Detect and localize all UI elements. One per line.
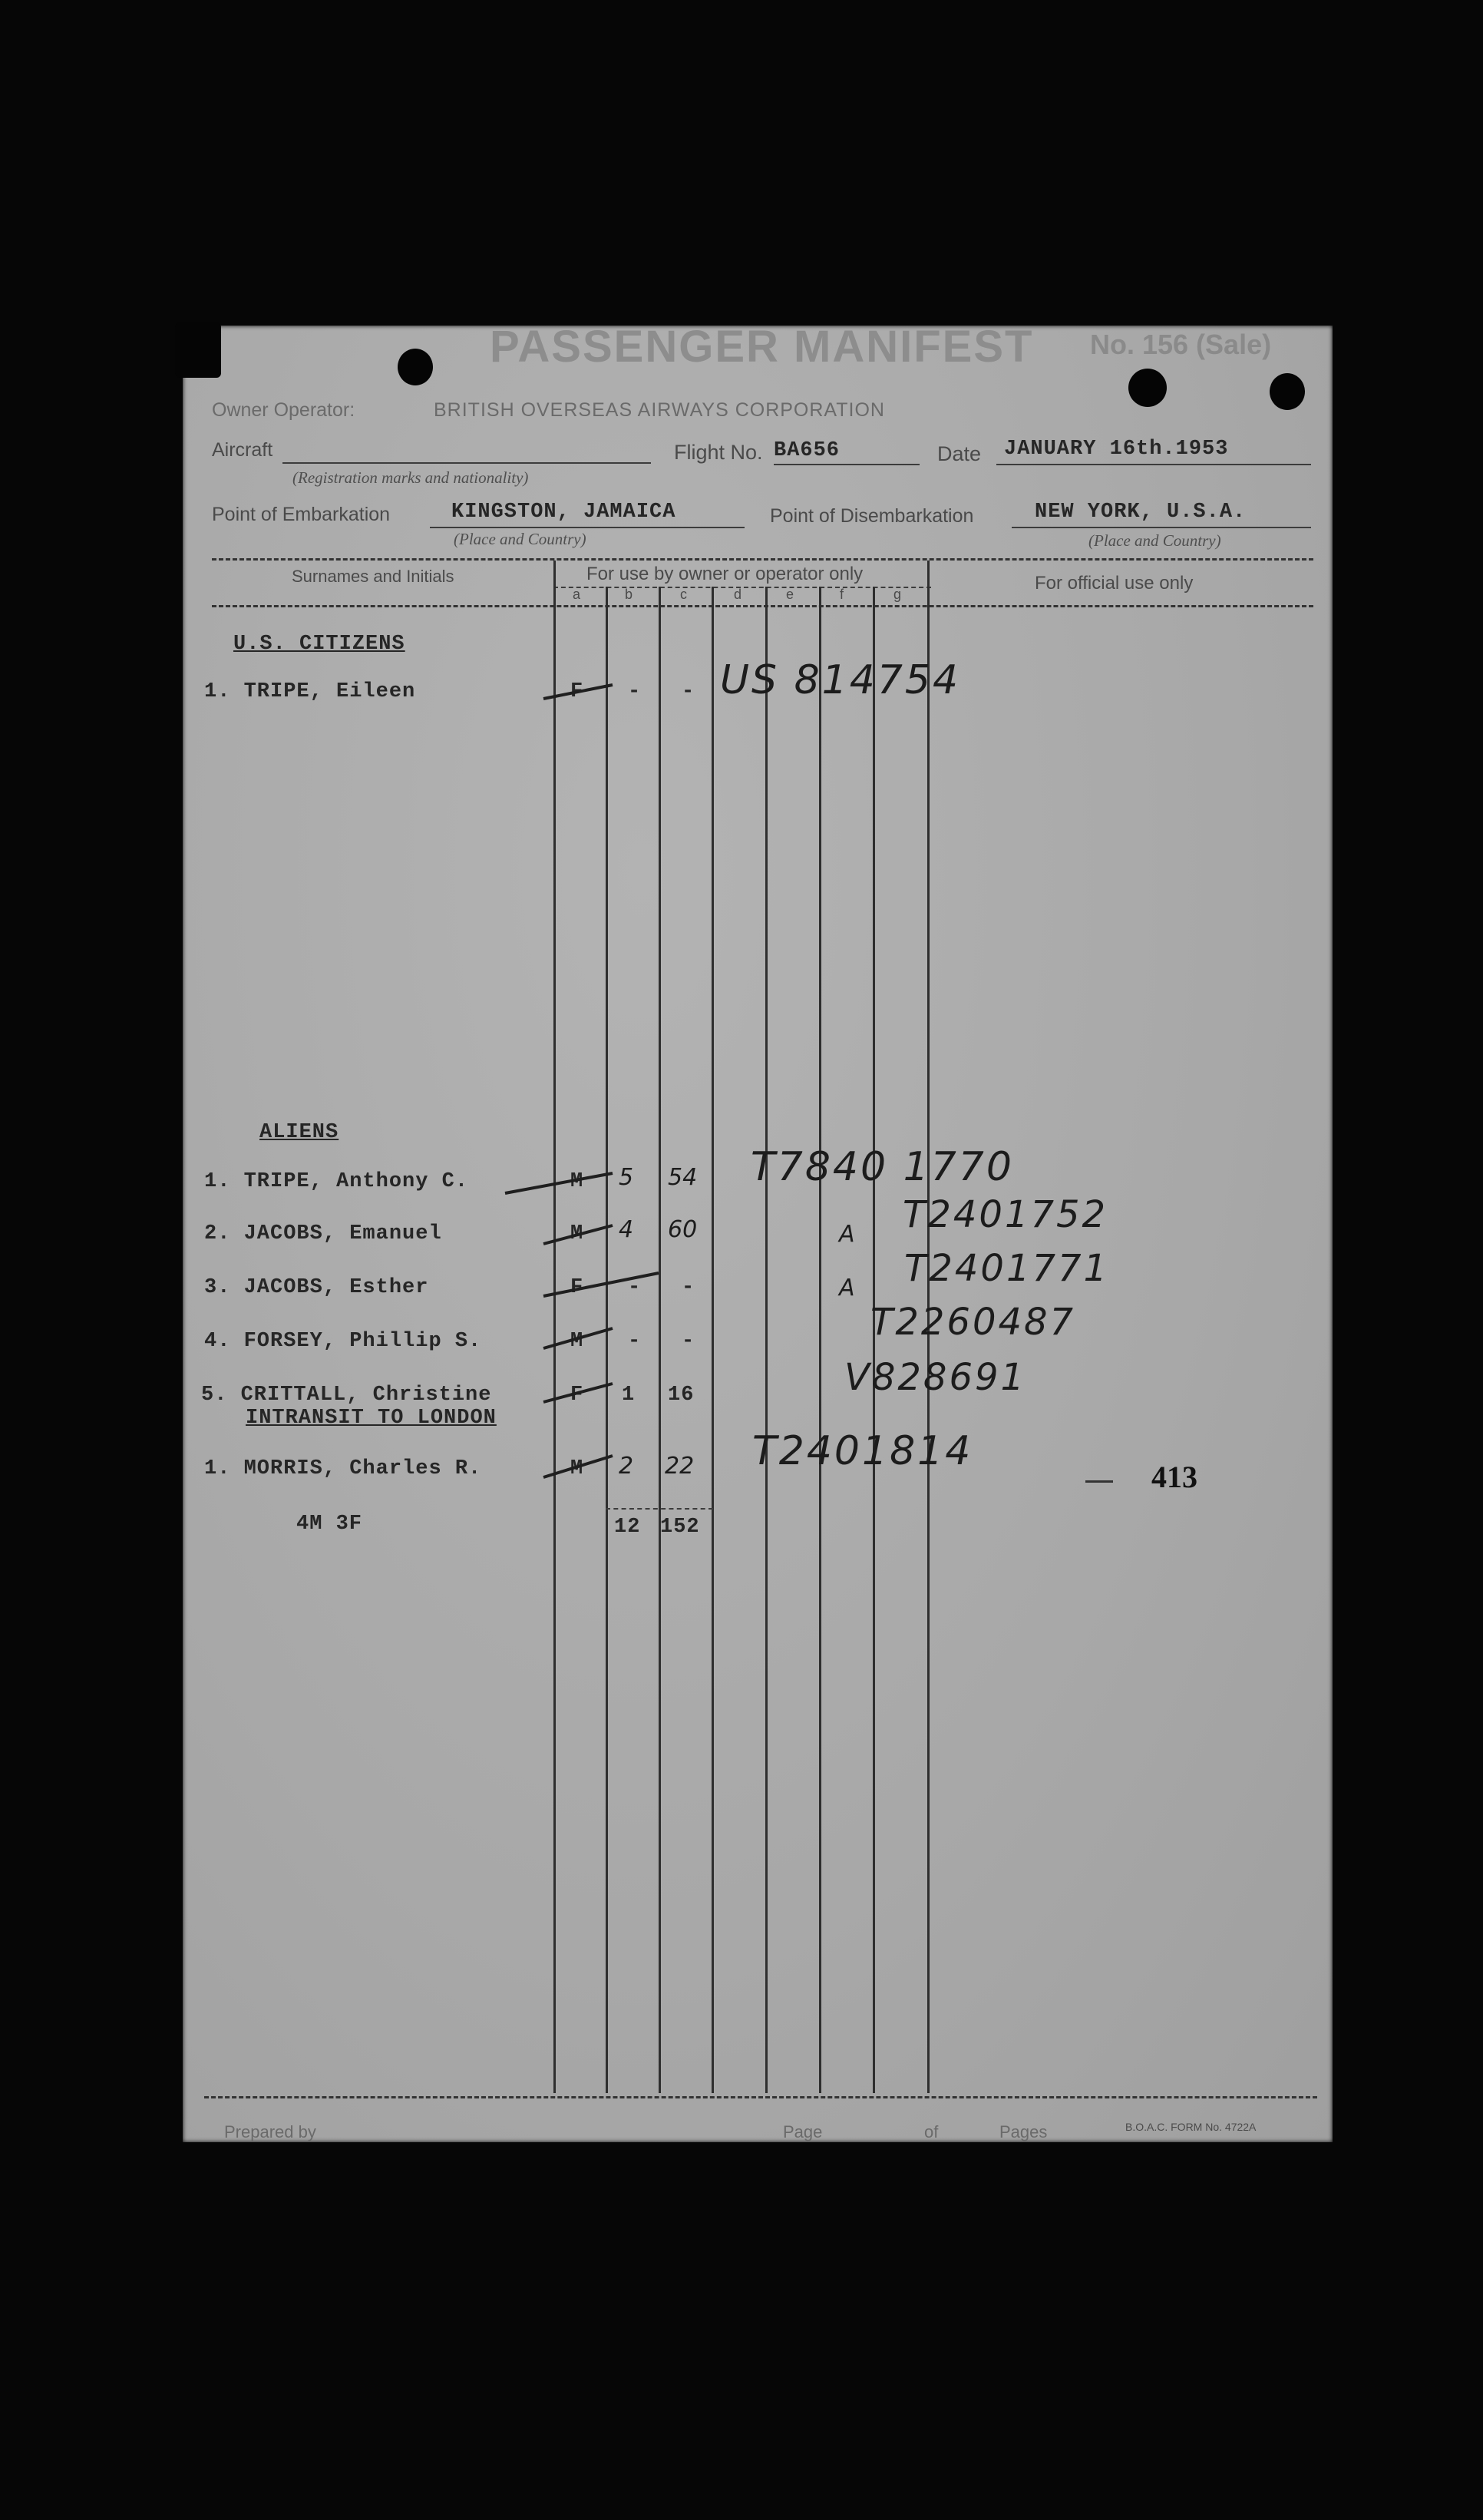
- passenger-b: -: [628, 1276, 642, 1299]
- passenger-name: 1. MORRIS, Charles R.: [204, 1457, 482, 1480]
- passport-number: T2401771: [904, 1247, 1110, 1290]
- passenger-b: -: [628, 680, 642, 703]
- strike-mark: [543, 685, 613, 699]
- passenger-sex: M: [570, 1457, 584, 1480]
- passenger-sex: M: [570, 1222, 584, 1245]
- passenger-b: 5: [619, 1164, 634, 1191]
- passport-number: T2401752: [903, 1193, 1108, 1236]
- passenger-c: 22: [665, 1453, 695, 1480]
- strike-mark: [543, 1328, 613, 1348]
- col-header-b: b: [625, 587, 633, 602]
- passenger-name: 1. TRIPE, Eileen: [204, 680, 416, 703]
- flight-value: BA656: [774, 439, 841, 462]
- passenger-name: 4. FORSEY, Phillip S.: [204, 1330, 482, 1353]
- passenger-sex: M: [570, 1330, 584, 1353]
- passenger-c: -: [682, 680, 695, 703]
- passport-number: V828691: [844, 1356, 1027, 1399]
- disembark-label: Point of Disembarkation: [770, 505, 974, 527]
- col-header-c: c: [680, 587, 687, 602]
- passenger-name: 2. JACOBS, Emanuel: [204, 1222, 442, 1245]
- strike-mark: [543, 1384, 613, 1402]
- col-header-e: e: [786, 587, 794, 602]
- passenger-name: 1. TRIPE, Anthony C.: [204, 1170, 469, 1193]
- passenger-sex: F: [570, 1384, 584, 1407]
- col-header-official: For official use only: [1035, 573, 1194, 594]
- section-us-citizens: U.S. CITIZENS: [233, 633, 405, 656]
- col-header-f: f: [840, 587, 844, 602]
- passenger-sex: M: [570, 1170, 584, 1193]
- pages-label: Pages: [999, 2122, 1048, 2141]
- totals-label: 4M 3F: [296, 1513, 363, 1536]
- passenger-c: -: [682, 1276, 695, 1299]
- totals-c: 152: [660, 1516, 700, 1539]
- aircraft-label: Aircraft: [212, 439, 273, 461]
- strike-mark: [543, 1225, 613, 1244]
- of-label: of: [924, 2122, 939, 2141]
- passport-number: US 814754: [720, 657, 961, 703]
- footer-rule: [204, 2096, 1317, 2098]
- form-number: No. 156 (Sale): [1090, 329, 1272, 360]
- aircraft-hint: (Registration marks and nationality): [292, 468, 529, 487]
- embark-hint: (Place and Country): [454, 530, 586, 548]
- section-aliens: ALIENS: [259, 1121, 339, 1144]
- totals-b: 12: [614, 1516, 641, 1539]
- strike-mark: [543, 1456, 613, 1477]
- passenger-name: 5. CRITTALL, Christine: [201, 1384, 492, 1407]
- col-header-a: a: [573, 587, 581, 602]
- strike-marks: [183, 326, 1333, 2142]
- operator-label: Owner Operator:: [212, 399, 355, 421]
- passenger-b: 2: [619, 1453, 634, 1480]
- date-label: Date: [937, 442, 982, 465]
- strike-mark: [543, 1273, 659, 1296]
- col-header-d: d: [734, 587, 742, 602]
- embark-label: Point of Embarkation: [212, 504, 391, 525]
- prepared-by-label: Prepared by: [224, 2122, 316, 2141]
- disembark-value: NEW YORK, U.S.A.: [1035, 501, 1247, 524]
- passport-number: T2260487: [870, 1301, 1076, 1344]
- col-header-owner-use: For use by owner or operator only: [586, 564, 864, 584]
- flight-label: Flight No.: [674, 441, 763, 464]
- passenger-b: 4: [619, 1216, 634, 1243]
- official-number: 413: [1151, 1460, 1197, 1494]
- passport-number: T7840 1770: [751, 1144, 1014, 1190]
- page-label: Page: [783, 2122, 823, 2141]
- passenger-c: 16: [668, 1384, 695, 1407]
- form-title: PASSENGER MANIFEST: [490, 322, 1034, 372]
- passenger-b: -: [628, 1330, 642, 1353]
- passenger-name: 3. JACOBS, Esther: [204, 1276, 429, 1299]
- passenger-sex: F: [570, 680, 584, 703]
- col-header-g: g: [893, 587, 902, 602]
- transit-note: INTRANSIT TO LONDON: [246, 1407, 497, 1430]
- passenger-c: -: [682, 1330, 695, 1353]
- col-header-surnames: Surnames and Initials: [292, 567, 454, 586]
- passenger-c: 60: [668, 1216, 698, 1243]
- form-code: B.O.A.C. FORM No. 4722A: [1125, 2121, 1257, 2133]
- passenger-sex: F: [570, 1276, 584, 1299]
- passenger-c: 54: [668, 1164, 698, 1191]
- passenger-b: 1: [622, 1384, 636, 1407]
- embark-value: KINGSTON, JAMAICA: [451, 501, 676, 524]
- disembark-hint: (Place and Country): [1088, 531, 1221, 550]
- passport-number: T2401814: [752, 1428, 973, 1474]
- strike-mark: [505, 1173, 613, 1193]
- operator-value: BRITISH OVERSEAS AIRWAYS CORPORATION: [434, 399, 885, 421]
- passenger-f: A: [839, 1221, 855, 1248]
- passenger-f: A: [839, 1275, 855, 1301]
- manifest-sheet: [183, 322, 1333, 2142]
- date-value: JANUARY 16th.1953: [1004, 438, 1229, 461]
